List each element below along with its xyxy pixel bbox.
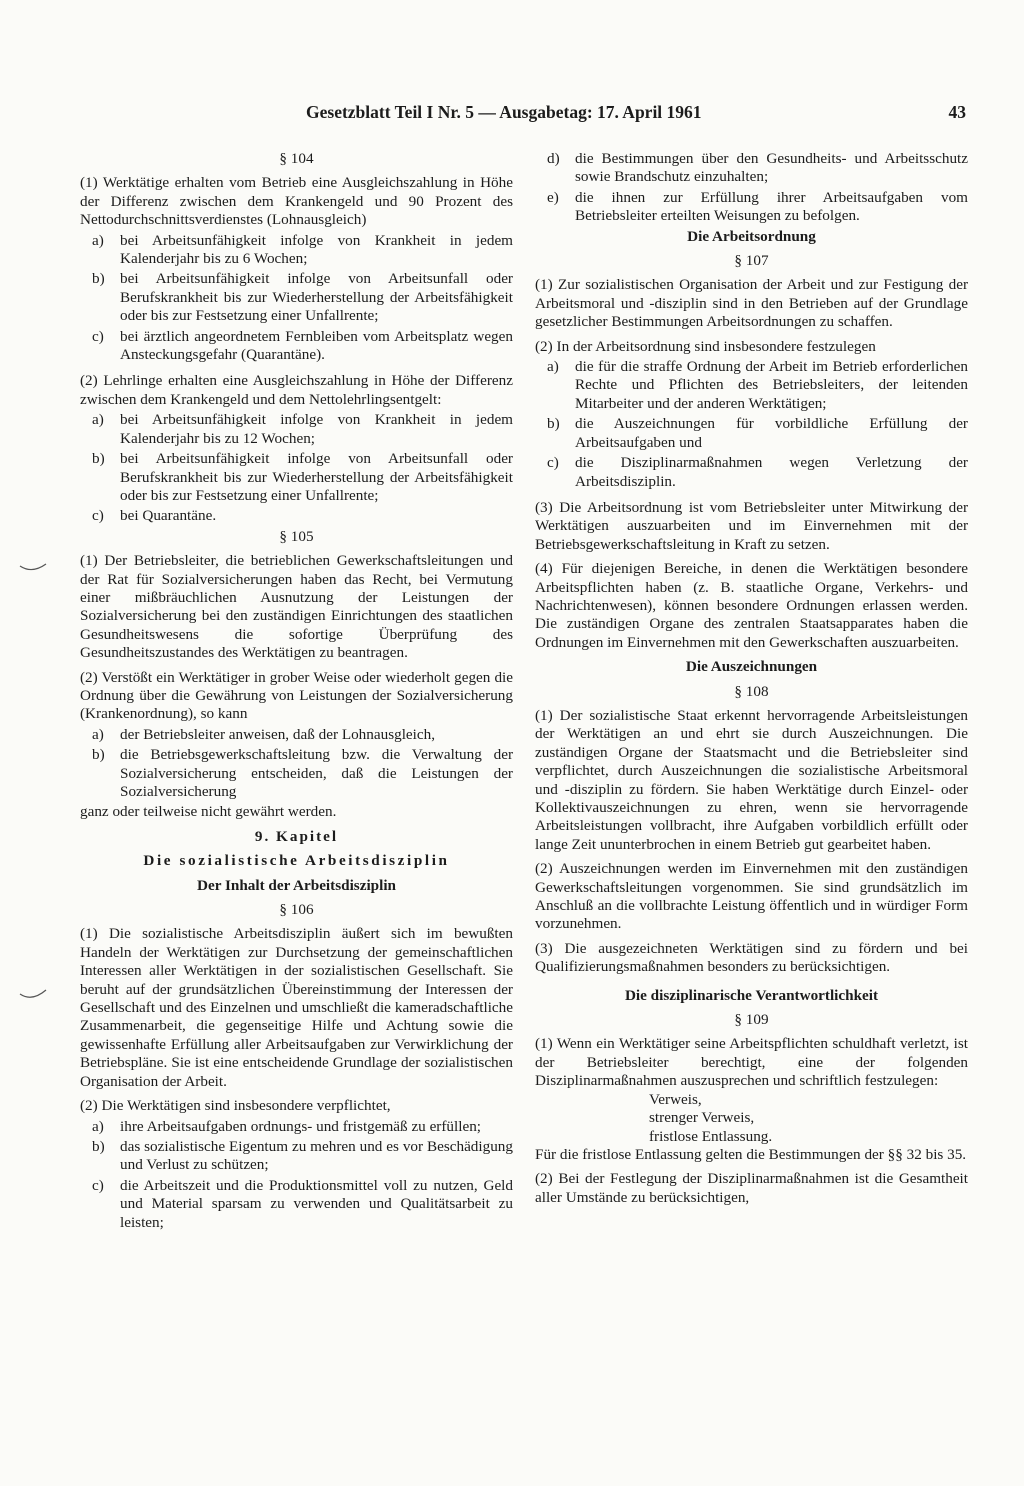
s107-paragraph-1: (1) Zur sozialistischen Organisation der Arbeit und zur Festigung der Arbeitsmoral und -disziplin sind in den Betrieben auf der Grundlage gesetzlicher Bestimmungen Arbeitsordnungen zu schaffen. [535, 276, 968, 331]
list-item: strenger Verweis, [649, 1109, 755, 1127]
s107-paragraph-4: (4) Für diejenigen Bereiche, in denen die Werktätigen besondere Arbeitspflichten haben (z. B. staatliche Organe, Verkehrs- und Nachrichtenwesen), können besondere Ordnungen erlassen werden. Die zuständigen Organe des zentralen Staatsapparates haben die Ordnungen im Einvernehmen mit den Gewerkschaften auszuarbeiten. [535, 560, 968, 651]
list-item: a) die für die straffe Ordnung der Arbeit im Betrieb erforderlichen Rechte und Pflichten des Betriebsleiters, der leitenden Mitarbeiter und der anderen Werktätigen; [547, 358, 968, 412]
list-item: a) bei Arbeitsunfähigkeit infolge von Krankheit in jedem Kalenderjahr bis zu 12 Wochen; [92, 411, 513, 447]
section-106: § 106 [279, 901, 314, 919]
s109-paragraph-1: (1) Wenn ein Werktätiger seine Arbeitspflichten schuldhaft verletzt, ist der Betriebsleiter berechtigt, eine der folgenden Disziplinarmaßnahmen auszusprechen und schriftlich festzulegen: [535, 1035, 968, 1090]
page-header [306, 102, 966, 132]
list-item: c) die Disziplinarmaßnahmen wegen Verletzung der Arbeitsdisziplin. [547, 454, 968, 490]
section-108: § 108 [734, 682, 769, 700]
list-item: b) die Betriebsgewerkschaftsleitung bzw. die Verwaltung der Sozialversicherung entscheiden, daß die Leistungen der Sozialversicherung [92, 746, 513, 800]
margin-pencil-mark [18, 988, 48, 1002]
right-column [535, 150, 968, 1213]
s106-paragraph-1: (1) Die sozialistische Arbeitsdisziplin äußert sich im bewußten Handeln der Werktätigen zur Durchsetzung der gemeinschaftlichen Interessen aller Werktätigen in der sozialistischen Gesellschaft. Sie beruht auf der grundsätzlichen Übereinstimmung der Interessen der Gesellschaft und des Einzelnen und umschließt die kameradschaftliche Zusammenarbeit, die gegenseitige Hilfe und Achtung sowie die gewissenhafte Erfüllung aller Arbeitsaufgaben zur Verwirklichung der Betriebspläne. Sie ist eine entscheidende Grundlage der sozialistischen Organisation der Arbeit. [80, 925, 513, 1090]
s105-p2-list [80, 726, 513, 802]
margin-pencil-mark [18, 560, 48, 574]
list-item: c) die Arbeitszeit und die Produktionsmittel voll zu nutzen, Geld und Material sparsam zu verwenden und Qualitätsarbeit zu leisten; [92, 1176, 513, 1231]
list-item: b) die Auszeichnungen für vorbildliche Erfüllung der Arbeitsaufgaben und [547, 415, 968, 451]
list-item: c) bei ärztlich angeordnetem Fernbleiben vom Arbeitsplatz wegen Ansteckungsgefahr (Quarantäne). [92, 327, 513, 364]
s108-paragraph-2: (2) Auszeichnungen werden im Einvernehmen mit den zuständigen Gewerkschaftsleitungen vorgenommen. Sie sind grundsätzlich im Anschluß an die vollbrachte Leistung öffentlich und in würdiger Form vorzunehmen. [535, 860, 968, 933]
s105-tail: ganz oder teilweise nicht gewährt werden. [80, 803, 337, 821]
header-title: Gesetzblatt Teil I Nr. 5 — Ausgabetag: 17. April 1961 [306, 102, 702, 122]
section-107: § 107 [734, 252, 769, 270]
s104-p2-list [80, 411, 513, 525]
section-109: § 109 [734, 1011, 769, 1029]
section-104: § 104 [279, 150, 314, 167]
s107-p2-list [535, 358, 968, 491]
s107-paragraph-3: (3) Die Arbeitsordnung ist vom Betriebsleiter unter Mitwirkung der Werktätigen auszuarbeiten und im Einvernehmen mit der Betriebsgewerkschaftsleitung in Kraft zu setzen. [535, 498, 968, 553]
heading-inhalt: Der Inhalt der Arbeitsdisziplin [196, 876, 396, 894]
section-105: § 105 [279, 527, 314, 545]
list-item: b) bei Arbeitsunfähigkeit infolge von Arbeitsunfall oder Berufskrankheit bis zur Wiederherstellung der Arbeitsfähigkeit oder bis zur Festsetzung einer Unfallrente; [92, 450, 513, 504]
s109-measures-list [535, 1091, 968, 1146]
s108-paragraph-3: (3) Die ausgezeichneten Werktätigen sind zu fördern und bei Qualifizierungsmaßnahmen besonders zu berücksichtigen. [535, 939, 968, 976]
heading-arbeitsordnung: Die Arbeitsordnung [687, 227, 816, 245]
list-item: d) die Bestimmungen über den Gesundheits- und Arbeitsschutz sowie Brandschutz einzuhalten; [547, 150, 968, 186]
list-item: b) bei Arbeitsunfähigkeit infolge von Arbeitsunfall oder Berufskrankheit bis zur Wiederherstellung der Arbeitsfähigkeit oder bis zur Festsetzung einer Unfallrente; [92, 270, 513, 325]
list-item: b) das sozialistische Eigentum zu mehren und es vor Beschädigung und Verlust zu schützen; [92, 1137, 513, 1174]
chapter-title: Die sozialistische Arbeitsdisziplin [143, 852, 450, 870]
heading-auszeichnungen: Die Auszeichnungen [685, 658, 818, 676]
list-item: c) bei Quarantäne. [92, 507, 217, 525]
left-column [80, 150, 513, 1234]
s104-paragraph-2: (2) Lehrlinge erhalten eine Ausgleichszahlung in Höhe der Differenz zwischen dem Krankengeld und dem Nettolehrlingsentgelt: [80, 372, 513, 408]
s105-paragraph-1: (1) Der Betriebsleiter, die betrieblichen Gewerkschaftsleitungen und der Rat für Sozialversicherungen haben das Recht, bei Vermutung einer mißbräuchlichen Ausnutzung der Leistungen der Sozialversicherung bei den zuständigen Einrichtungen des staatlichen Gesundheitswesens die sofortige Überprüfung des Gesundheitszustandes des Werktätigen zu beantragen. [80, 552, 513, 662]
s109-after: Für die fristlose Entlassung gelten die Bestimmungen der §§ 32 bis 35. [535, 1145, 967, 1163]
s106-continued-list [535, 150, 968, 226]
s104-p1-list [80, 232, 513, 365]
list-item: Verweis, [649, 1090, 702, 1108]
s104-paragraph-1: (1) Werktätige erhalten vom Betrieb eine Ausgleichszahlung in Höhe der Differenz zwischen dem Krankengeld und 90 Prozent des Nettodurchschnittsverdienstes (Lohnausgleich) [80, 174, 513, 229]
heading-verantwortlichkeit: Die disziplinarische Verantwortlichkeit [624, 986, 879, 1004]
list-item: a) bei Arbeitsunfähigkeit infolge von Krankheit in jedem Kalenderjahr bis zu 6 Wochen; [92, 231, 513, 268]
s106-paragraph-2: (2) Die Werktätigen sind insbesondere verpflichtet, [80, 1097, 391, 1115]
list-item: fristlose Entlassung. [649, 1127, 773, 1145]
list-item: a) ihre Arbeitsaufgaben ordnungs- und fristgemäß zu erfüllen; [92, 1117, 482, 1135]
s107-paragraph-2: (2) In der Arbeitsordnung sind insbesondere festzulegen [535, 337, 876, 355]
s109-paragraph-2: (2) Bei der Festlegung der Disziplinarmaßnahmen ist die Gesamtheit aller Umstände zu berücksichtigen, [535, 1170, 968, 1206]
s105-paragraph-2: (2) Verstößt ein Werktätiger in grober Weise oder wiederholt gegen die Ordnung über die Gewährung von Leistungen der Sozialversicherung (Krankenordnung), so kann [80, 668, 513, 723]
list-item: e) die ihnen zur Erfüllung ihrer Arbeitsaufgaben vom Betriebsleiter erteilten Weisungen zu befolgen. [547, 188, 968, 225]
s106-p2-list [80, 1118, 513, 1232]
s108-paragraph-1: (1) Der sozialistische Staat erkennt hervorragende Arbeitsleistungen der Werktätigen an und ehrt sie durch Auszeichnungen. Die zuständigen Organe der Staatsmacht und die Betriebsleiter sind verpflichtet, durch Auszeichnungen die sozialistische Arbeitsmoral und -disziplin zu fördern. Sie haben Werktätige durch Einzel- oder Kollektivauszeichnungen zu ehren, wenn sie hervorragende Arbeitsleistungen vollbracht, ihre Aufgaben vorbildlich erfüllt oder lange Zeit ununterbrochen in einem Betrieb gut gearbeitet haben. [535, 706, 968, 853]
page-number: 43 [948, 102, 966, 122]
chapter-number: 9. Kapitel [254, 827, 339, 845]
list-item: a) der Betriebsleiter anweisen, daß der Lohnausgleich, [92, 725, 436, 743]
